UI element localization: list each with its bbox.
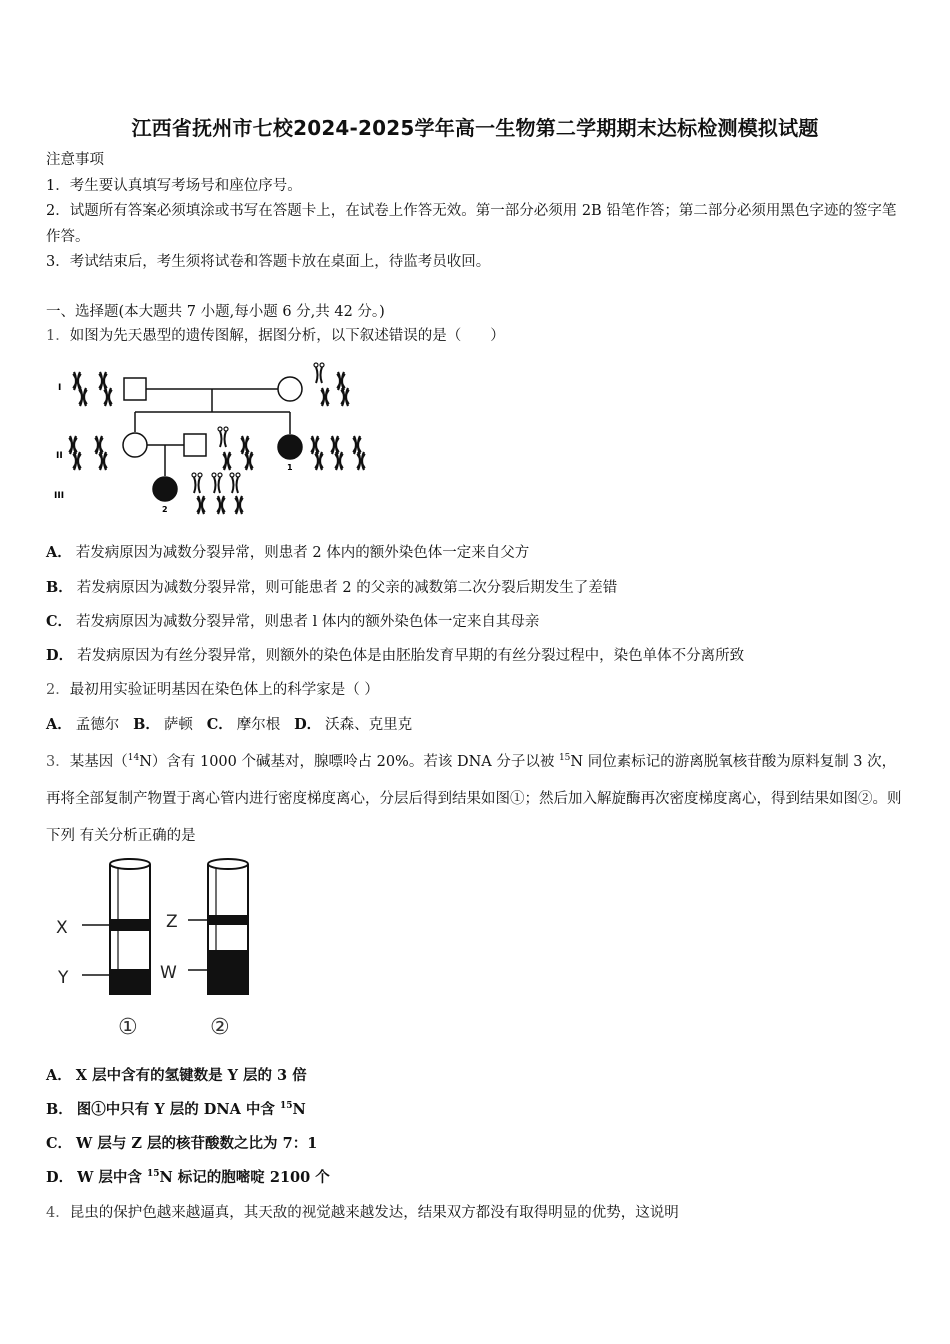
- q3-option-d[interactable]: D． W 层中含 $^{15}$N 标记的胞嘧啶 2100 个: [46, 1169, 330, 1186]
- q1-option-a[interactable]: A． 若发病原因为减数分裂异常，则患者 2 体内的额外染色体一定来自父方: [46, 544, 530, 561]
- pedigree-female-I: [278, 377, 302, 401]
- question-4: 4．昆虫的保护色越来越逼真，其天敌的视觉越来越发达，结果双方都没有取得明显的优势，这说明: [46, 1205, 679, 1221]
- chromosome-group-II-male: [218, 427, 253, 470]
- pedigree-male-I: [124, 378, 146, 400]
- pedigree-female-II: [123, 433, 147, 457]
- q2-option-c[interactable]: C． 摩尔根: [206, 716, 281, 733]
- tube-label-2: ②: [210, 1015, 230, 1040]
- individual-label-1: 1: [287, 463, 293, 472]
- chromosome-group-I-father: [73, 372, 112, 406]
- notice-item-1: 1．考生要认真填写考场号和座位序号。: [46, 178, 302, 194]
- label-X: X: [56, 918, 68, 938]
- question-2: 2．最初用实验证明基因在染色体上的科学家是（ ）: [46, 682, 379, 698]
- question-1: [46, 326, 505, 346]
- q2-option-b[interactable]: B． 萨顿: [133, 716, 193, 733]
- individual-label-2: 2: [162, 505, 168, 514]
- generation-label-III: III: [54, 491, 65, 501]
- question-3: 3．某基因（$^{14}$N）含有 1000 个碱基对，腺嘌呤占 20%。若该 DNA 分子以被 $^{15}$N 同位素标记的游离脱氧核苷酸为原料复制 3 次，再将全部复制产物置于离心管内进行密度梯度离心，分层后得到结果如图①；然后加入解旋酶再次密度梯度离心，得到结果如图②。则下列 有关分析正确的是: [46, 753, 902, 844]
- page-title: 江西省抚州市七校2024-2025学年高一生物第二学期期末达标检测模拟试题: [131, 116, 819, 140]
- notice-item-2: 2．试题所有答案必须填涂或书写在答题卡上，在试卷上作答无效。第一部分必须用 2B 铅笔作答；第二部分必须用黑色字迹的签字笔作答。: [46, 203, 897, 245]
- pedigree-male-II: [184, 434, 206, 456]
- q3-option-a[interactable]: A． X 层中含有的氢键数是 Y 层的 3 倍: [46, 1067, 307, 1084]
- band-W: [209, 950, 247, 993]
- pedigree-affected-female-II-1: [278, 435, 302, 459]
- chromosome-group-II-female: [69, 436, 107, 470]
- q2-option-d[interactable]: D． 沃森、克里克: [294, 716, 413, 733]
- chromosome-group-II-affected: [311, 436, 365, 470]
- q2-option-a[interactable]: A． 孟德尔: [46, 716, 120, 733]
- pedigree-affected-female-III-2: [153, 477, 177, 501]
- notice-heading: 注意事项: [46, 152, 104, 168]
- question-number: 1．: [46, 328, 70, 344]
- pedigree-figure: [50, 356, 380, 522]
- label-W: W: [160, 963, 177, 983]
- tube-label-1: ①: [118, 1015, 138, 1040]
- notice-item-3: 3．考试结束后，考生须将试卷和答题卡放在桌面上，待监考员收回。: [46, 254, 491, 270]
- label-Z: Z: [166, 912, 178, 932]
- q1-option-d[interactable]: D． 若发病原因为有丝分裂异常，则额外的染色体是由胚胎发育早期的有丝分裂过程中，染色单体不分离所致: [46, 647, 745, 664]
- chromosome-group-III: [192, 473, 243, 514]
- band-Z: [209, 915, 247, 925]
- q3-option-b[interactable]: B． 图①中只有 Y 层的 DNA 中含 $^{15}$N: [46, 1101, 306, 1118]
- generation-label-II: II: [56, 451, 63, 461]
- question-stem: 昆虫的保护色越来越逼真，其天敌的视觉越来越发达，结果双方都没有取得明显的优势，这说明: [69, 1205, 679, 1221]
- q1-option-b[interactable]: B． 若发病原因为减数分裂异常，则可能患者 2 的父亲的减数第二次分裂后期发生了差错: [46, 579, 618, 596]
- question-stem: 最初用实验证明基因在染色体上的科学家是（ ）: [69, 682, 379, 698]
- band-Y: [111, 969, 149, 993]
- q3-option-c[interactable]: C． W 层与 Z 层的核苷酸数之比为 7：1: [46, 1135, 318, 1152]
- section-heading: 一、选择题(本大题共 7 小题,每小题 6 分,共 42 分。): [46, 304, 385, 320]
- tube-2: [160, 859, 248, 1040]
- q2-options: [46, 715, 412, 735]
- generation-label-I: I: [58, 383, 62, 393]
- chromosome-group-I-mother: [314, 363, 349, 406]
- band-X: [111, 919, 149, 931]
- tube-1: [56, 859, 150, 1040]
- q1-option-c[interactable]: C． 若发病原因为减数分裂异常，则患者 l 体内的额外染色体一定来自其母亲: [46, 613, 540, 630]
- question-stem: 如图为先天愚型的遗传图解，据图分析，以下叙述错误的是（ ）: [69, 328, 505, 344]
- centrifuge-figure: [50, 856, 260, 1046]
- label-Y: Y: [58, 968, 69, 988]
